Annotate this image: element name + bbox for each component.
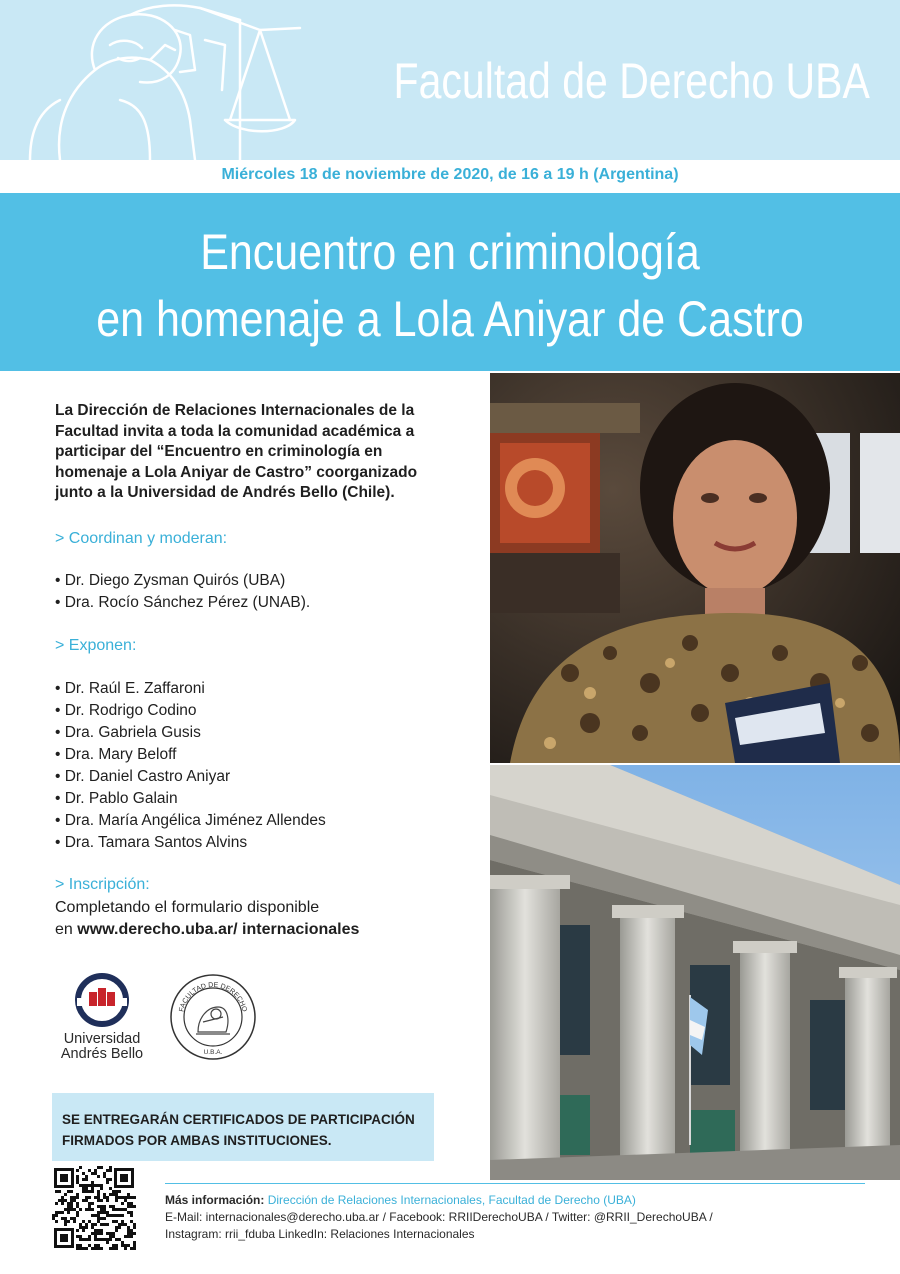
uba-seal-bottom-text: U.B.A. [203,1049,223,1056]
speakers-heading: > Exponen: [55,637,137,654]
registration-link[interactable]: www.derecho.uba.ar/ internacionales [77,921,360,938]
coordinators-heading: > Coordinan y moderan: [55,530,228,547]
site-title: Facultad de Derecho UBA [393,53,870,109]
portrait-photo-image [490,373,900,763]
list-item: • Dr. Diego Zysman Quirós (UBA) [55,570,310,592]
speakers-list [55,678,326,854]
header-band [0,0,900,160]
unab-logo [52,972,152,1062]
list-item: • Dr. Rodrigo Codino [55,700,326,722]
building-photo-image [490,765,900,1180]
list-item: • Dra. Rocío Sánchez Pérez (UNAB). [55,592,310,614]
list-item: • Dr. Daniel Castro Aniyar [55,766,326,788]
registration-line: Completando el formulario disponible [55,899,320,916]
intro-line: La Dirección de Relaciones Internacionales de la [55,402,415,419]
footer-social-line: E-Mail: internacionales@derecho.uba.ar / Facebook: RRIIDerechoUBA / Twitter: @RRII_DerechoUBA / [165,1210,713,1224]
unab-name-line-2: Andrés Bello [60,1046,144,1062]
unab-name-line-1: Universidad [63,1031,141,1047]
intro-line: junto a la Universidad de Andrés Bello (Chile). [55,484,395,501]
list-item: • Dr. Raúl E. Zaffaroni [55,678,326,700]
list-item: • Dra. María Angélica Jiménez Allendes [55,810,326,832]
list-item: • Dra. Mary Beloff [55,744,326,766]
intro-line: Facultad invita a toda la comunidad académica a [55,422,415,440]
footer-label: Más información: [165,1193,265,1207]
event-date: Miércoles 18 de noviembre de 2020, de 16 a 19 h (Argentina) [221,166,679,183]
footer-organization: Dirección de Relaciones Internacionales, Facultad de Derecho (UBA) [267,1193,636,1207]
building-photo [490,765,900,1180]
intro-paragraph [55,401,475,504]
intro-line: participar del “Encuentro en criminología en [55,443,383,460]
unab-emblem-icon [72,972,132,1028]
certificate-line: FIRMADOS POR AMBAS INSTITUCIONES. [62,1133,332,1148]
uba-seal-logo [168,972,258,1067]
list-item: • Dr. Pablo Galain [55,788,326,810]
svg-text:FACULTAD DE DERECHO [178,982,247,1013]
registration-line-2 [55,919,359,941]
footer-divider [165,1183,865,1184]
event-title-line-1: Encuentro en criminología [200,224,700,280]
list-item: • Dra. Gabriela Gusis [55,722,326,744]
registration-heading: > Inscripción: [55,876,150,893]
intro-line: homenaje a Lola Aniyar de Castro” coorganizado [55,463,418,481]
certificate-notice [62,1109,415,1151]
certificate-line: SE ENTREGARÁN CERTIFICADOS DE PARTICIPACIÓN [62,1112,415,1127]
coordinators-list [55,570,310,614]
uba-seal-text: FACULTAD DE DERECHO [178,981,248,1013]
qr-code[interactable] [52,1166,136,1255]
event-title-line-2: en homenaje a Lola Aniyar de Castro [96,291,804,347]
footer-social-line-2: Instagram: rrii_fduba LinkedIn: Relaciones Internacionales [165,1227,475,1241]
footer-contact [165,1192,713,1243]
list-item: • Dra. Tamara Santos Alvins [55,832,326,854]
registration-prefix: en [55,921,73,938]
portrait-photo [490,373,900,763]
uba-seal-icon [168,972,258,1062]
registration-text [55,897,359,941]
justice-statue-illustration [0,0,440,160]
qr-code-icon [52,1166,136,1250]
